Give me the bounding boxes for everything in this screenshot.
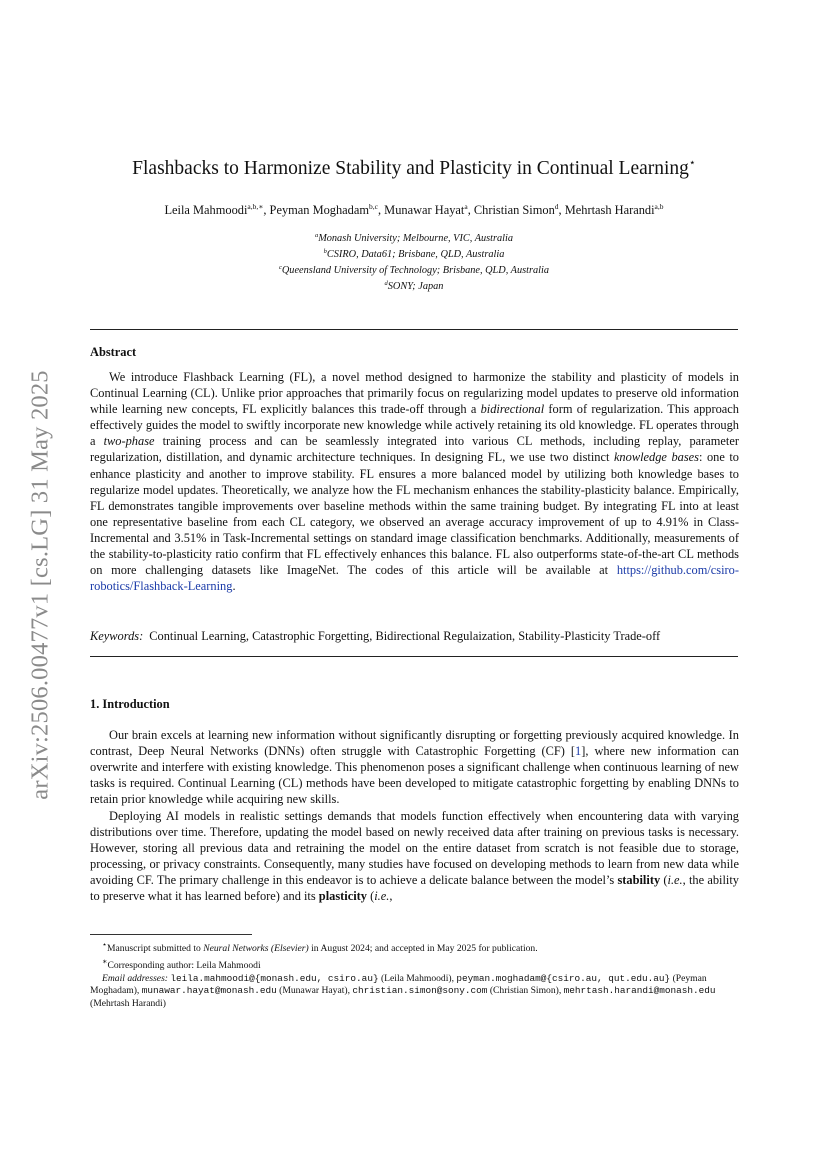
author: Christian Simon$^d$, <box>473 202 565 217</box>
abstract-top-rule <box>90 329 738 330</box>
abstract-bottom-rule <box>90 656 738 657</box>
keywords-line <box>90 628 739 644</box>
arxiv-sidebar-stamp <box>28 340 54 830</box>
arxiv-identifier: arXiv:2506.00477v1 [cs.LG] 31 May 2025 <box>27 370 55 800</box>
keywords-label: Keywords: <box>90 629 144 643</box>
footnote-emails: Email addresses: leila.mahmoodi@{monash.edu, csiro.au} (Leila Mahmoodi), peyman.moghadam@{csiro.au, qut.edu.au} (Peyman Moghadam), munawar.hayat@monash.edu (Munawar Hayat), christian.simon@sony.com (Christian Simon), mehrtash.harandi@monash.edu (Mehrtash Harandi) <box>90 972 716 1010</box>
affiliation-list <box>90 229 738 293</box>
author: Peyman Moghadam$^{b,c}$, <box>269 202 385 217</box>
title-text: Flashbacks to Harmonize Stability and Plasticity in Continual Learning <box>132 158 689 179</box>
citation-link[interactable]: 1 <box>575 744 582 759</box>
abstract-heading: Abstract <box>90 345 137 359</box>
intro-paragraph-2: Deploying AI models in realistic settings demands that models function effectively when encountering data with varying distributions over time. Therefore, updating the model based on newly received data after training on previous tasks is necessary. However, storing all previous data and retraining the model on the entire dataset from scratch is not feasible due to storage, processing, or privacy constraints. Consequently, many studies have focused on developing methods to learn from new data while avoiding CF. The primary challenge in this endeavor is to achieve a delicate balance between the model’s stability (i.e., the ability to preserve what it has learned before) and its plasticity (i.e., <box>90 809 739 904</box>
footnote-submission: ⋆Manuscript submitted to Neural Networks (Elsevier) in August 2024; and accepted in May 2025 for publication. <box>102 940 538 955</box>
affiliation: $^a$Monash University; Melbourne, VIC, Australia <box>314 232 514 244</box>
footnote-rule <box>90 934 252 935</box>
email-address[interactable]: leila.mahmoodi@{monash.edu, csiro.au} <box>170 972 379 984</box>
affiliation: $^c$Queensland University of Technology; Brisbane, QLD, Australia <box>278 264 550 276</box>
intro-paragraph-1: Our brain excels at learning new information without significantly disrupting or forgetting previously acquired knowledge. In contrast, Deep Neural Networks (DNNs) often struggle with Catastrophic Forgetting (CF) [1], where new information can overwrite and interfere with existing knowledge. This phenomenon poses a significant challenge when continuous learning of new tasks is required. Continual Learning (CL) methods have been developed to mitigate catastrophic forgetting by enabling DNNs to retain prior knowledge while acquiring new skills. <box>90 728 739 807</box>
author: Mehrtash Harandi$^{a,b}$ <box>564 202 664 217</box>
footnotes <box>90 939 739 1011</box>
code-repository-link[interactable]: https://github.com/csiro-robotics/Flashback-Learning <box>90 563 739 594</box>
affiliation: $^d$SONY; Japan <box>384 280 444 292</box>
author: Leila Mahmoodi$^{a,b,∗}$, <box>164 202 270 217</box>
author: Munawar Hayat$^a$, <box>384 202 474 217</box>
email-address[interactable]: mehrtash.harandi@monash.edu <box>563 985 716 997</box>
section-heading-introduction: 1. Introduction <box>90 697 170 711</box>
title-footnote-mark: ⋆ <box>688 157 696 169</box>
affiliation: $^b$CSIRO, Data61; Brisbane, QLD, Australia <box>323 248 505 260</box>
email-address[interactable]: christian.simon@sony.com <box>352 985 488 997</box>
footnote-corresponding-author: ∗Corresponding author: Leila Mahmoodi <box>102 956 261 972</box>
email-address[interactable]: munawar.hayat@monash.edu <box>141 985 277 997</box>
abstract-body: We introduce Flashback Learning (FL), a novel method designed to harmonize the stability and plasticity of models in Continual Learning (CL). Unlike prior approaches that primarily focus on regularizing model updates to preserve old information while learning new concepts, FL explicitly balances this trade-off through a bidirectional form of regularization. This approach effectively guides the model to swiftly incorporate new knowledge while actively retaining its old knowledge. FL operates through a two-phase training process and can be seamlessly integrated into various CL methods, including replay, parameter regularization, distillation, and dynamic architecture techniques. In designing FL, we use two distinct knowledge bases: one to enhance plasticity and another to improve stability. FL ensures a more balanced model by utilizing both knowledge bases to regularize model updates. Theoretically, we analyze how the FL mechanism enhances the stability-plasticity balance. Empirically, FL demonstrates tangible improvements over baseline methods within the same training budget. By integrating FL into at least one representative baseline from each CL category, we observed an average accuracy improvement of up to 4.91% in Class-Incremental and 3.51% in Task-Incremental settings on standard image classification benchmarks. Additionally, measurements of the stability-to-plasticity ratio confirm that FL effectively enhances this balance. FL also outperforms state-of-the-art CL methods on more challenging datasets like ImageNet. The codes of this article will be available at https://github.com/csiro-robotics/Flashback-Learning. <box>90 370 739 594</box>
author-list <box>90 199 738 218</box>
keywords-text: Continual Learning, Catastrophic Forgetting, Bidirectional Regulaization, Stability-Plasticity Trade-off <box>149 629 661 643</box>
paper-title <box>90 151 738 181</box>
email-address[interactable]: peyman.moghadam@{csiro.au, qut.edu.au} <box>456 972 671 984</box>
